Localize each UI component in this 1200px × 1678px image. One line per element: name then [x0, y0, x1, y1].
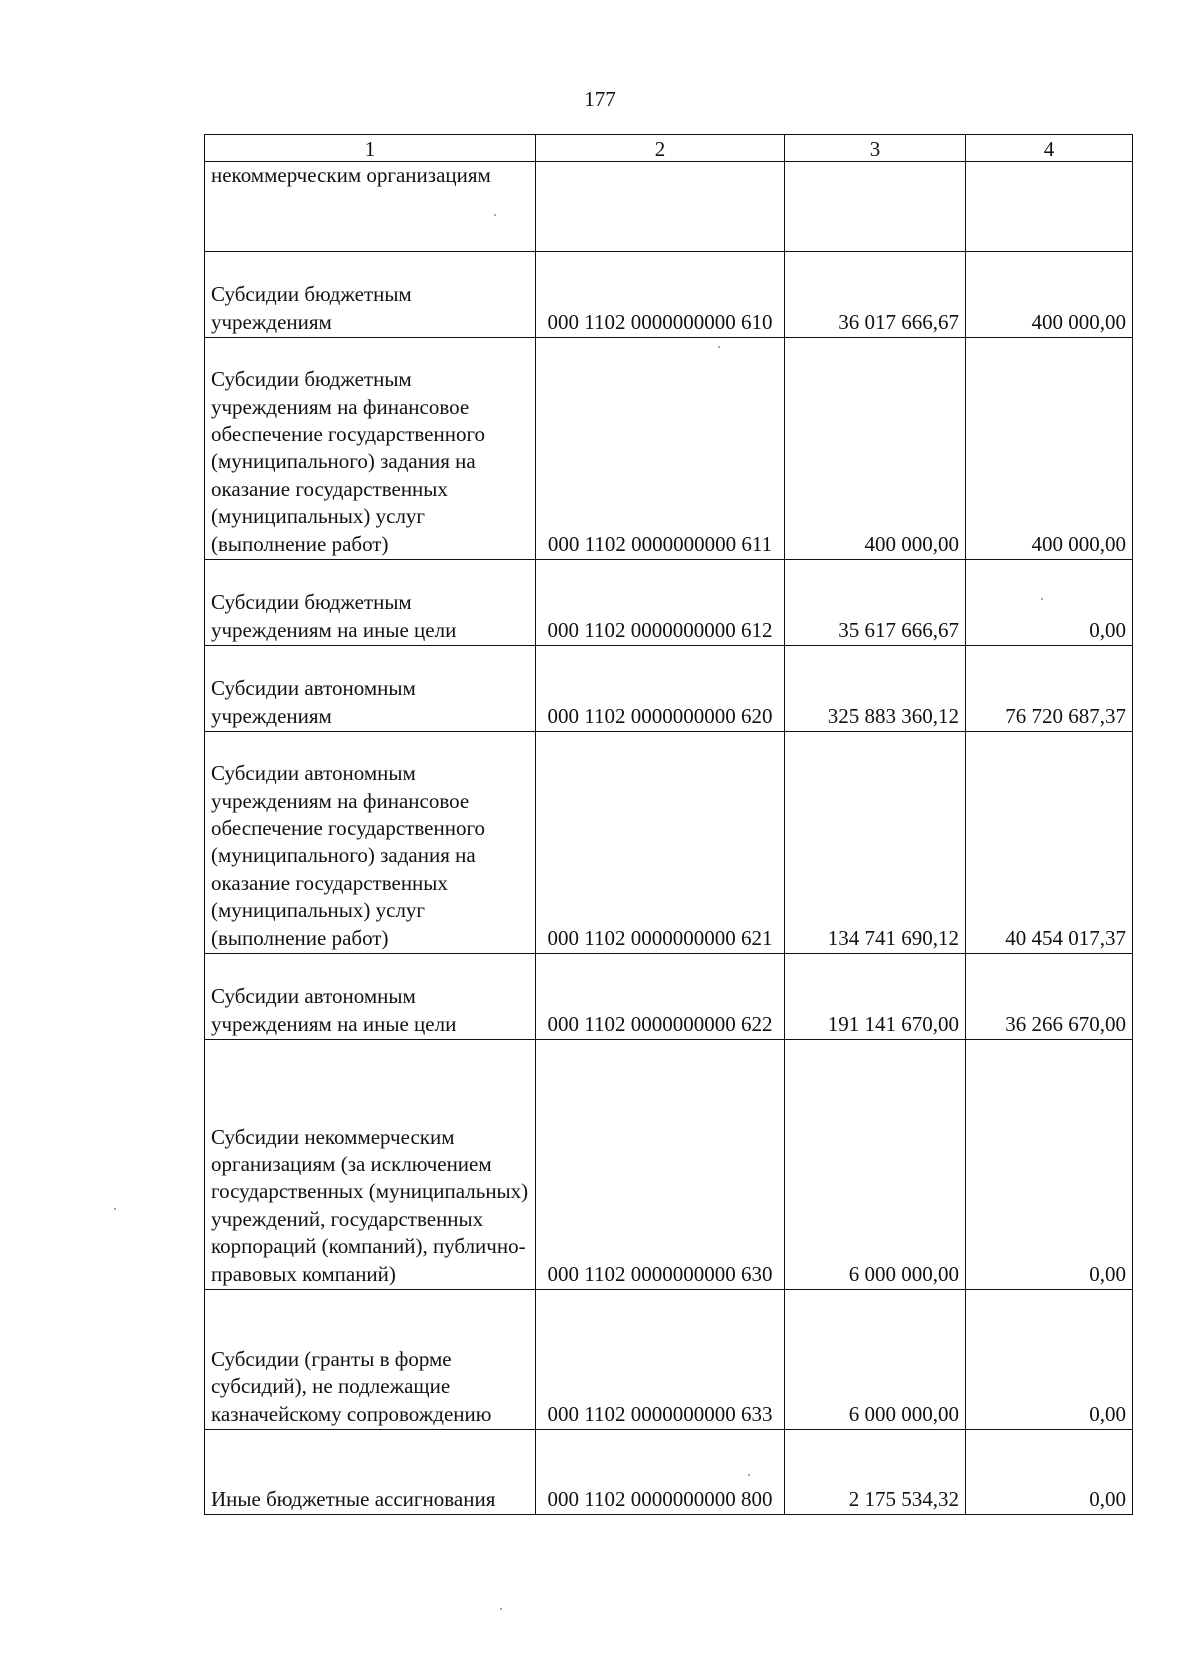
row-amount-col3: 35 617 666,67	[785, 560, 966, 646]
row-amount-col3: 400 000,00	[785, 338, 966, 560]
row-name: Субсидии (гранты в форме субсидий), не подлежащие казначейскому сопровождению	[205, 1290, 536, 1430]
row-code: 000 1102 0000000000 612	[536, 560, 785, 646]
table-row	[205, 732, 1133, 954]
row-amount-col3: 134 741 690,12	[785, 732, 966, 954]
scan-speck	[718, 346, 720, 348]
row-code: 000 1102 0000000000 800	[536, 1430, 785, 1515]
row-name: Субсидии бюджетным учреждениям на иные цели	[205, 560, 536, 646]
row-name: Субсидии автономным учреждениям на иные цели	[205, 954, 536, 1040]
table-row	[205, 646, 1133, 732]
column-header-4: 4	[966, 135, 1133, 162]
row-amount-col4: 36 266 670,00	[966, 954, 1133, 1040]
budget-table	[204, 134, 1133, 1515]
row-amount-col4: 0,00	[966, 560, 1133, 646]
scan-speck	[748, 1474, 750, 1476]
row-amount-col4: 400 000,00	[966, 252, 1133, 338]
row-code: 000 1102 0000000000 611	[536, 338, 785, 560]
row-name: Субсидии бюджетным учреждениям на финансовое обеспечение государственного (муниципального) задания на оказание государственных (муниципальных) услуг (выполнение работ)	[205, 338, 536, 560]
scan-speck	[1041, 598, 1043, 600]
row-code: 000 1102 0000000000 621	[536, 732, 785, 954]
table-row	[205, 560, 1133, 646]
row-amount-col3: 2 175 534,32	[785, 1430, 966, 1515]
row-code: 000 1102 0000000000 633	[536, 1290, 785, 1430]
row-amount-col3: 191 141 670,00	[785, 954, 966, 1040]
row-name: Субсидии автономным учреждениям на финансовое обеспечение государственного (муниципального) задания на оказание государственных (муниципальных) услуг (выполнение работ)	[205, 732, 536, 954]
row-code: 000 1102 0000000000 610	[536, 252, 785, 338]
column-header-3: 3	[785, 135, 966, 162]
row-amount-col3: 6 000 000,00	[785, 1290, 966, 1430]
row-name: Субсидии некоммерческим организациям (за исключением государственных (муниципальных) учреждений, государственных корпораций (компаний), публично-правовых компаний)	[205, 1040, 536, 1290]
table-row	[205, 252, 1133, 338]
row-amount-col3: 325 883 360,12	[785, 646, 966, 732]
row-amount-col4: 0,00	[966, 1430, 1133, 1515]
table-row	[205, 1430, 1133, 1515]
row-amount-col4: 0,00	[966, 1290, 1133, 1430]
row-name: Субсидии автономным учреждениям	[205, 646, 536, 732]
row-amount-col4: 0,00	[966, 1040, 1133, 1290]
column-header-1: 1	[205, 135, 536, 162]
column-header-2: 2	[536, 135, 785, 162]
row-name: Субсидии бюджетным учреждениям	[205, 252, 536, 338]
scan-speck	[494, 214, 496, 216]
row-code: 000 1102 0000000000 630	[536, 1040, 785, 1290]
row-name: некоммерческим организациям	[205, 162, 536, 252]
header-row	[205, 135, 1133, 162]
scan-speck	[500, 1608, 502, 1610]
table-row	[205, 1040, 1133, 1290]
row-code: 000 1102 0000000000 622	[536, 954, 785, 1040]
table-row	[205, 338, 1133, 560]
table-row	[205, 954, 1133, 1040]
row-amount-col4: 76 720 687,37	[966, 646, 1133, 732]
page-number: 177	[584, 87, 616, 111]
row-amount-col3: 36 017 666,67	[785, 252, 966, 338]
row-name: Иные бюджетные ассигнования	[205, 1430, 536, 1515]
table-row	[205, 162, 1133, 252]
row-amount-col4: 400 000,00	[966, 338, 1133, 560]
row-amount-col3	[785, 162, 966, 252]
row-amount-col3: 6 000 000,00	[785, 1040, 966, 1290]
table-row	[205, 1290, 1133, 1430]
row-amount-col4: 40 454 017,37	[966, 732, 1133, 954]
row-amount-col4	[966, 162, 1133, 252]
scan-speck	[114, 1208, 116, 1210]
row-code: 000 1102 0000000000 620	[536, 646, 785, 732]
row-code	[536, 162, 785, 252]
